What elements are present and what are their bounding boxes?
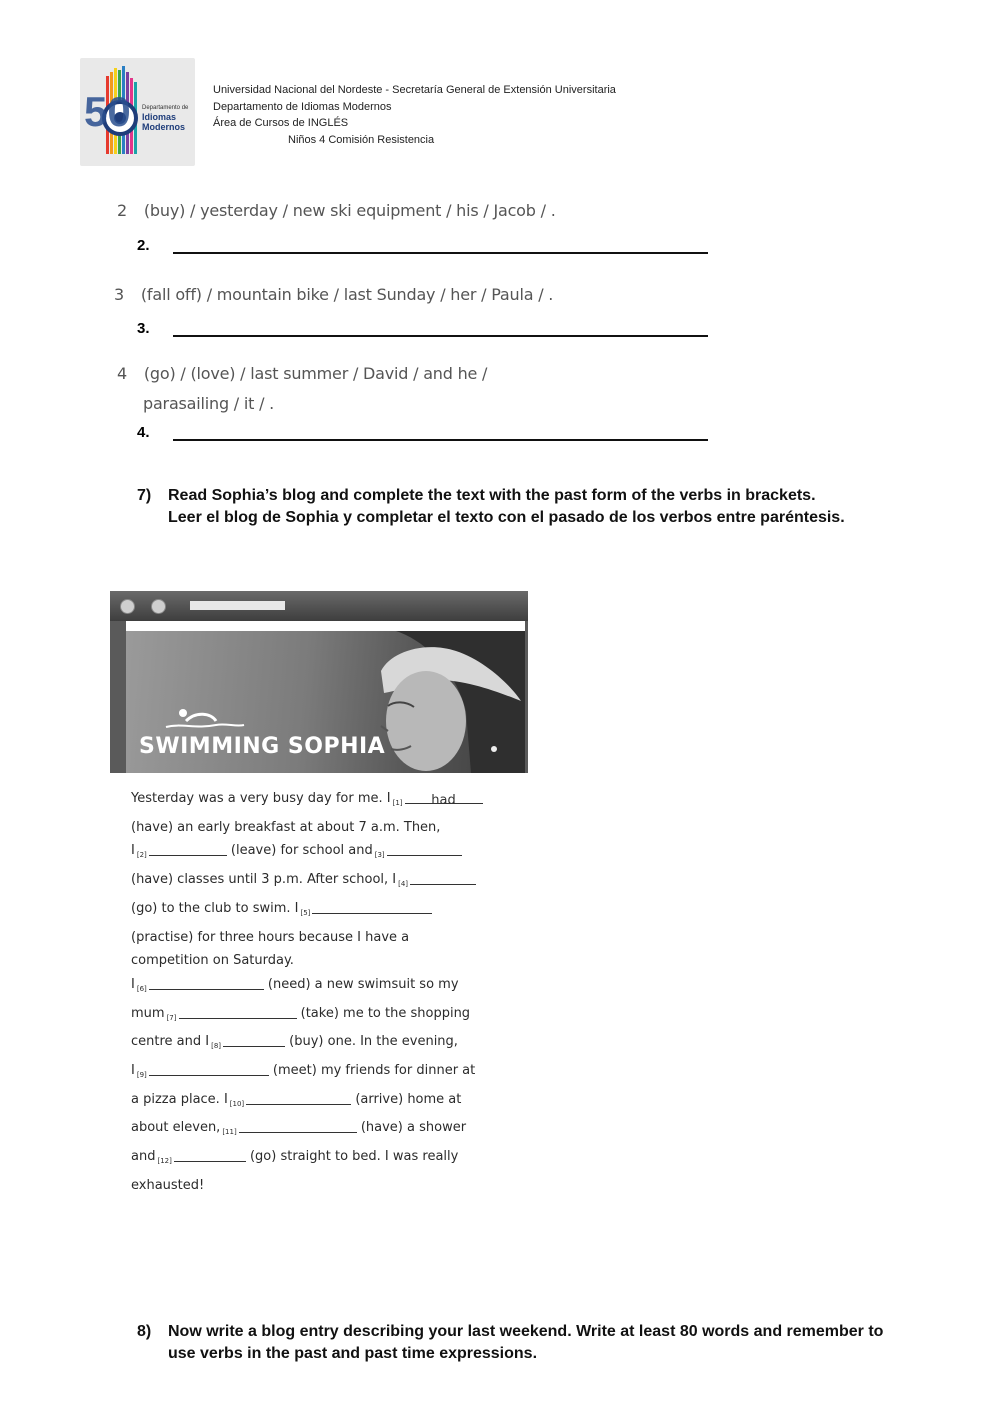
blank-marker: [1] <box>392 799 403 807</box>
blank-2[interactable] <box>149 841 227 856</box>
logo-number: 50 <box>84 88 131 135</box>
header-text <box>213 82 616 148</box>
blank-marker: [7] <box>166 1013 177 1022</box>
prompt-text: (go) / (love) / last summer / David / and he / <box>143 364 488 383</box>
blank-3[interactable] <box>387 841 462 856</box>
prompt-text: (buy) / yesterday / new ski equipment / his / Jacob / . <box>143 201 556 220</box>
blank-marker: [6] <box>136 984 147 993</box>
department-logo <box>80 58 195 166</box>
instruction-english: Now write a blog entry describing your last weekend. Write at least 80 words and remember to use verbs in the past and past time expressions. <box>168 1323 884 1362</box>
exercise-8-instructions <box>137 1321 897 1371</box>
prompt-item-4-continued: parasailing / it / . <box>143 394 275 413</box>
blank-8[interactable] <box>223 1032 285 1047</box>
address-bar <box>190 601 285 610</box>
window-button-icon <box>120 599 135 614</box>
prompt-item-4 <box>117 364 487 383</box>
header-university: Universidad Nacional del Nordeste - Secretaría General de Extensión Universitaria <box>213 84 616 96</box>
blank-12[interactable] <box>174 1147 246 1162</box>
blank-marker: [8] <box>211 1042 222 1051</box>
header-area: Área de Cursos de INGLÉS <box>213 117 349 129</box>
prompt-number: 3 <box>114 285 124 304</box>
answer-line-3[interactable] <box>173 335 708 337</box>
blank-marker: [4] <box>398 880 409 889</box>
blank-9[interactable] <box>149 1061 269 1076</box>
exercise-number: 8) <box>137 1323 152 1340</box>
answer-label-4: 4. <box>137 424 150 441</box>
prompt-text: (fall off) / mountain bike / last Sunday / her / Paula / . <box>140 285 554 304</box>
blank-marker: [9] <box>136 1071 147 1080</box>
blank-7[interactable] <box>179 1004 297 1019</box>
blank-marker: [12] <box>157 1157 172 1166</box>
blog-banner <box>126 631 525 773</box>
blank-marker: [3] <box>374 851 385 860</box>
header-department: Departamento de Idiomas Modernos <box>213 100 392 113</box>
instruction-english: Read Sophia’s blog and complete the text with the past form of the verbs in brackets. <box>168 487 816 504</box>
answer-line-2[interactable] <box>173 252 708 254</box>
blog-image <box>110 591 528 1193</box>
blank-marker: [5] <box>300 908 311 917</box>
blank-marker: [11] <box>222 1128 237 1137</box>
exercise-number: 7) <box>137 487 152 504</box>
prompt-number: 2 <box>117 201 127 220</box>
blank-marker: [2] <box>136 851 147 860</box>
answer-line-4[interactable] <box>173 439 708 441</box>
browser-title-bar <box>110 591 528 621</box>
blank-11[interactable] <box>239 1118 357 1133</box>
exercise-7-instructions <box>137 485 877 575</box>
blog-text: Yesterday was a very busy day for me. I $_{[1]}$ had (have) an early breakfast at about 7 a.m. Then, I $_{[2]}$ (leave) for school and $_{[3]}$ (have) classes until 3 p.m. After school, I $_{[4]}$ (go) to the club to swim. I $_{[5]}$ (practise) for three hours because I have a competition on Saturday. I $_{[6]}$ (need) a new swimsuit so my mum $_{[7]}$ (take) me to the shopping centre and I $_{[8]}$ (buy) one. In the evening, I $_{[9]}$ (meet) my friends for dinner at a pizza place. I $_{[10]}$ (arrive) home at about eleven, $_{[11]}$ (have) a shower and $_{[12]}$ (go) straight to bed. I was really exhausted! <box>131 787 503 1198</box>
blank-marker: [10] <box>229 1099 245 1108</box>
instruction-spanish: Leer el blog de Sophia y completar el texto con el pasado de los verbos entre paréntesis. <box>168 508 845 526</box>
blank-4[interactable] <box>410 870 476 885</box>
header-course: Niños 4 Comisión Resistencia <box>288 133 435 146</box>
answer-label-3: 3. <box>137 320 150 337</box>
logo-caption-idiomas: Idiomas <box>142 112 177 122</box>
blog-title: SWIMMING SOPHIA <box>139 734 386 759</box>
blank-10[interactable] <box>246 1090 351 1105</box>
blank-5[interactable] <box>312 899 432 914</box>
window-button-icon <box>151 599 166 614</box>
answer-label-2: 2. <box>137 237 150 254</box>
prompt-item-3 <box>114 285 553 304</box>
prompt-number: 4 <box>117 364 127 383</box>
logo-caption-small: Departamento de <box>142 105 189 111</box>
blank-1-answer[interactable]: had <box>405 789 483 804</box>
logo-caption-modernos: Modernos <box>142 122 186 132</box>
prompt-item-2 <box>117 201 556 220</box>
blank-6[interactable] <box>149 975 264 990</box>
